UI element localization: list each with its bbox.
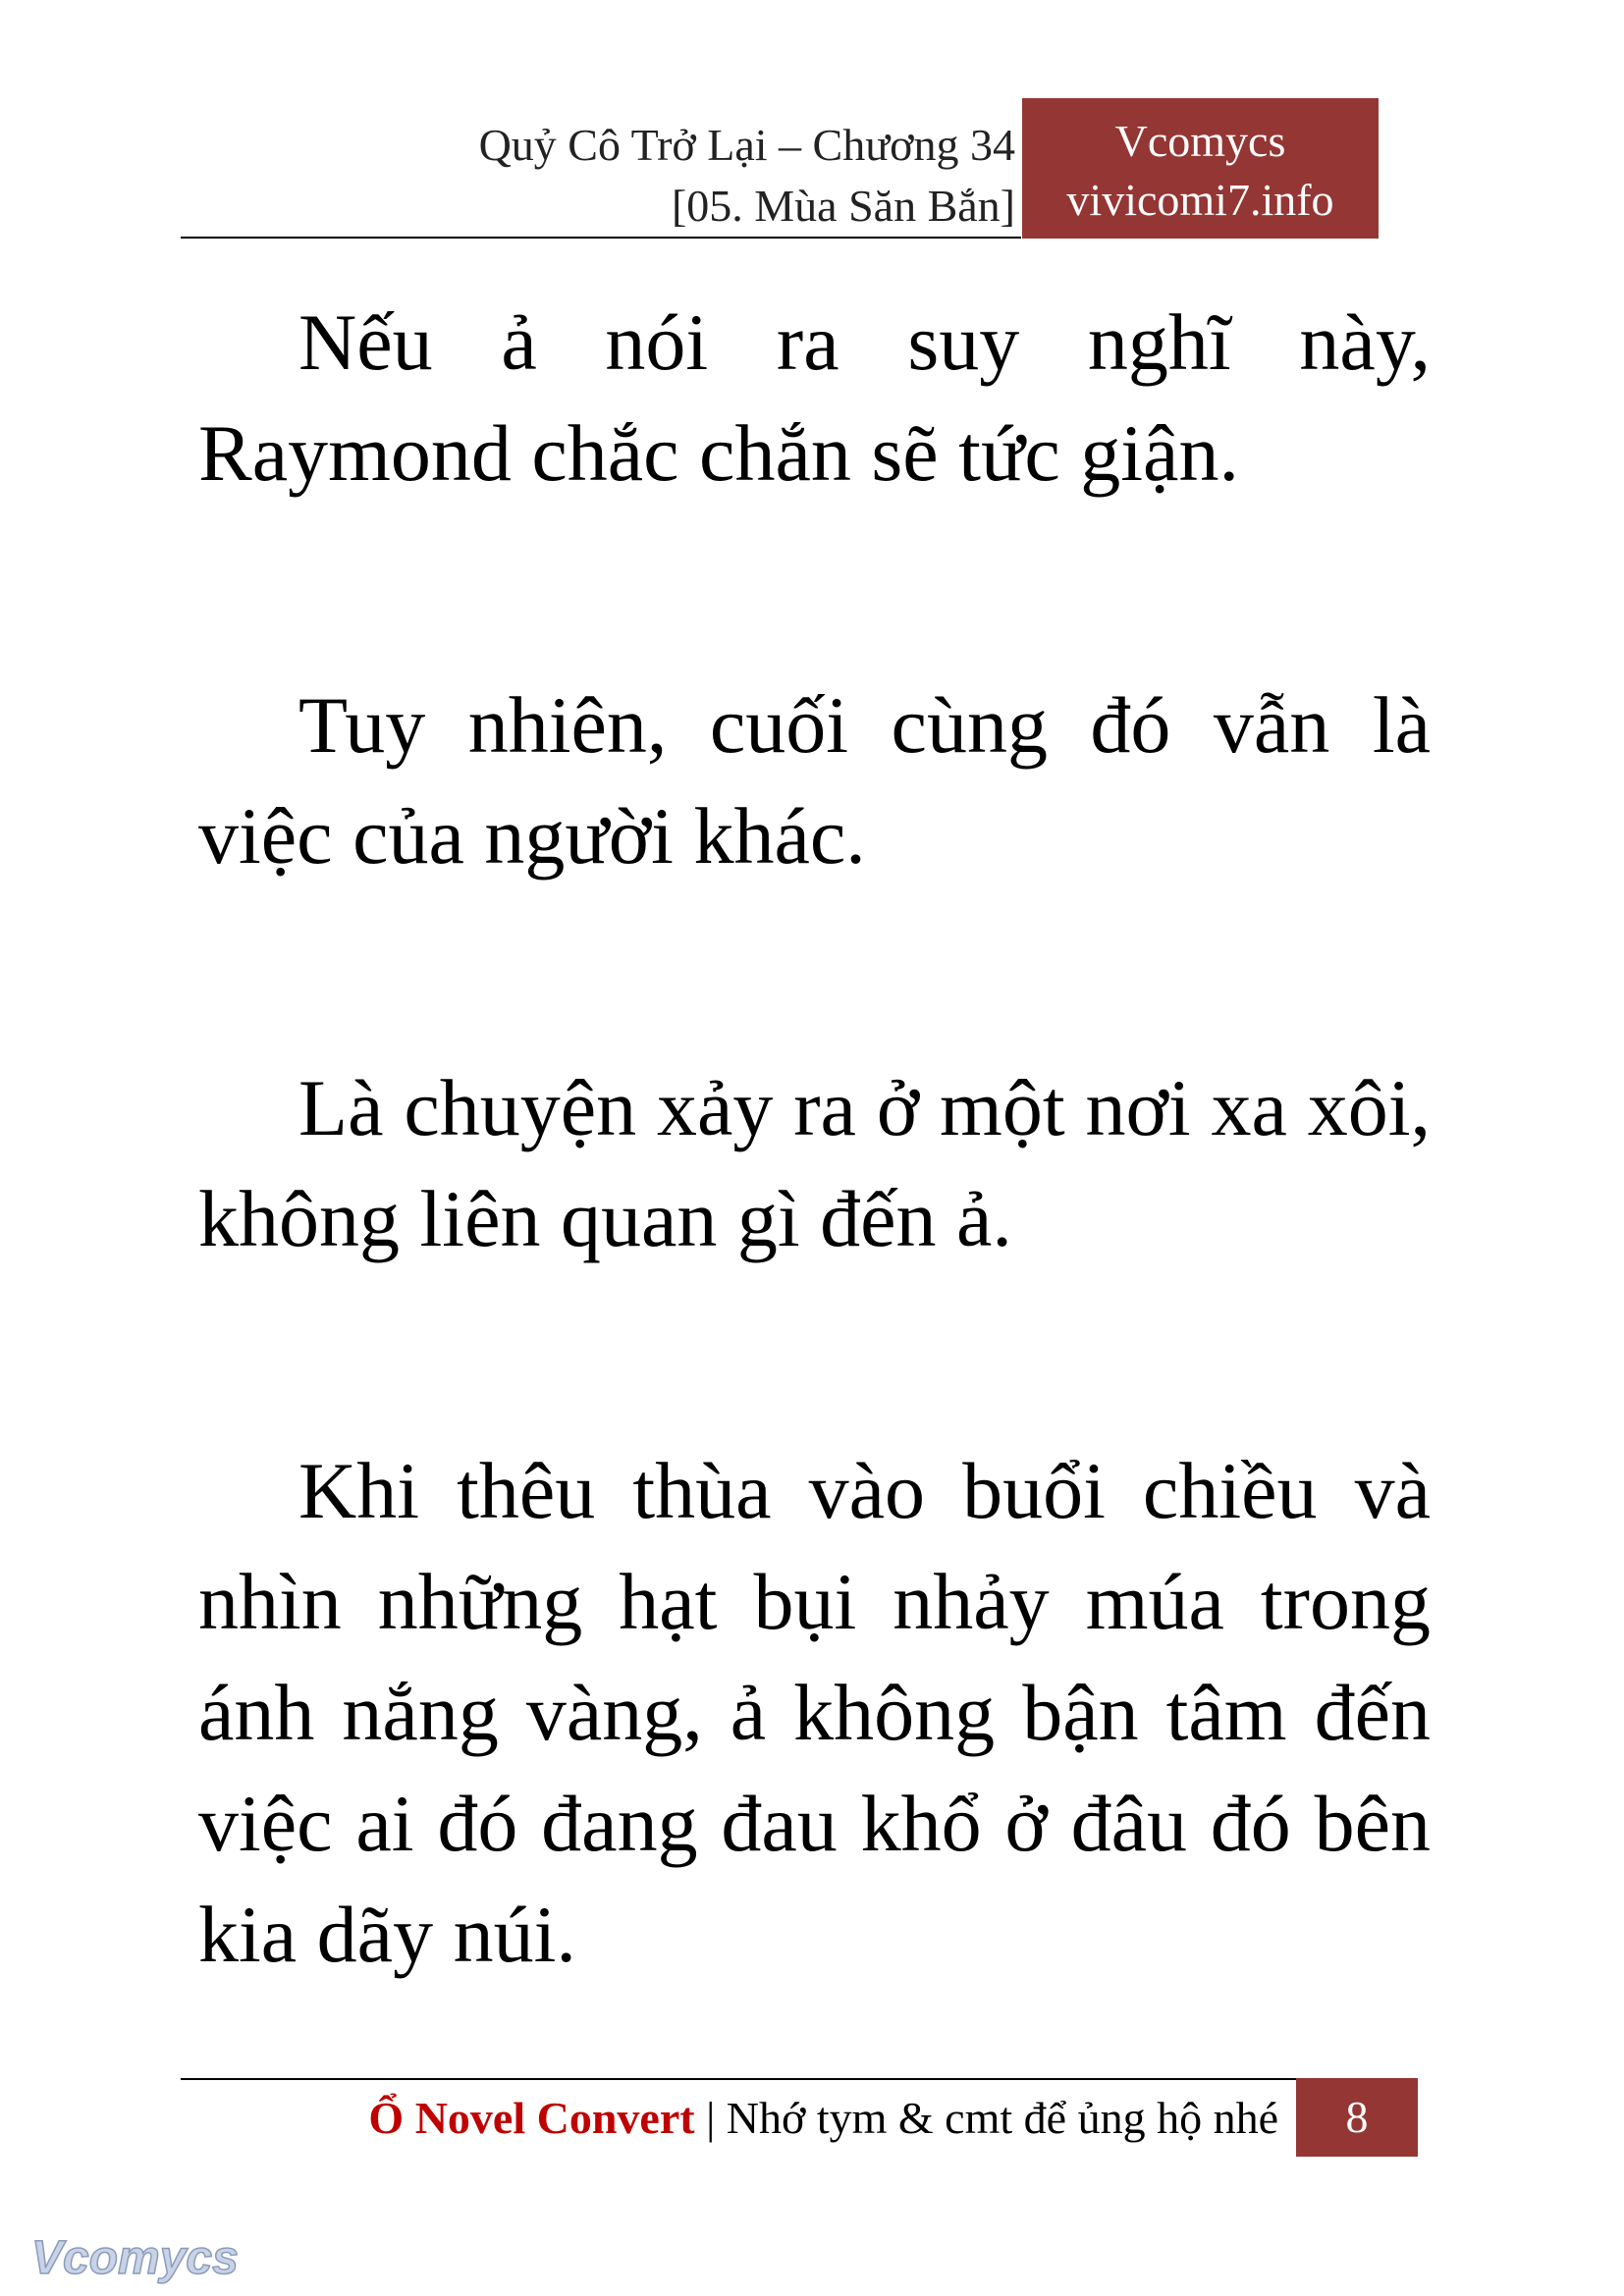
brand-name: Vcomycs [1114,116,1286,166]
footer-separator: | [706,2093,716,2143]
header-divider [181,237,1021,239]
chapter-header [328,115,1015,237]
paragraph: Nếu ả nói ra suy nghĩ này, Raymond chắc chắn sẽ tức giận. [198,297,1431,498]
footer [181,2089,1278,2148]
page-content [198,287,1431,1990]
chapter-subtitle: [05. Mùa Săn Bắn] [671,181,1015,231]
page-number: 8 [1296,2078,1418,2157]
paragraph: Khi thêu thùa vào buổi chiều và nhìn những hạt bụi nhảy múa trong ánh nắng vàng, ả không bận tâm đến việc ai đó đang đau khổ ở đâu đó bên kia dãy núi. [198,1446,1431,1979]
paragraph: Tuy nhiên, cuối cùng đó vẫn là việc của người khác. [198,680,1431,881]
watermark-text: Vcomycs [31,2232,239,2284]
footer-brand: Ổ Novel Convert [368,2093,695,2143]
brand-badge [1022,98,1379,239]
footer-divider [181,2078,1296,2080]
footer-note: Nhớ tym & cmt để ủng hộ nhé [726,2093,1278,2143]
vcomycs-logo-icon [29,2228,265,2287]
paragraph: Là chuyện xảy ra ở một nơi xa xôi, không liên quan gì đến ả. [198,1063,1431,1263]
brand-url: vivicomi7.info [1066,175,1334,225]
chapter-title: Quỷ Cô Trở Lại – Chương 34 [478,120,1015,170]
